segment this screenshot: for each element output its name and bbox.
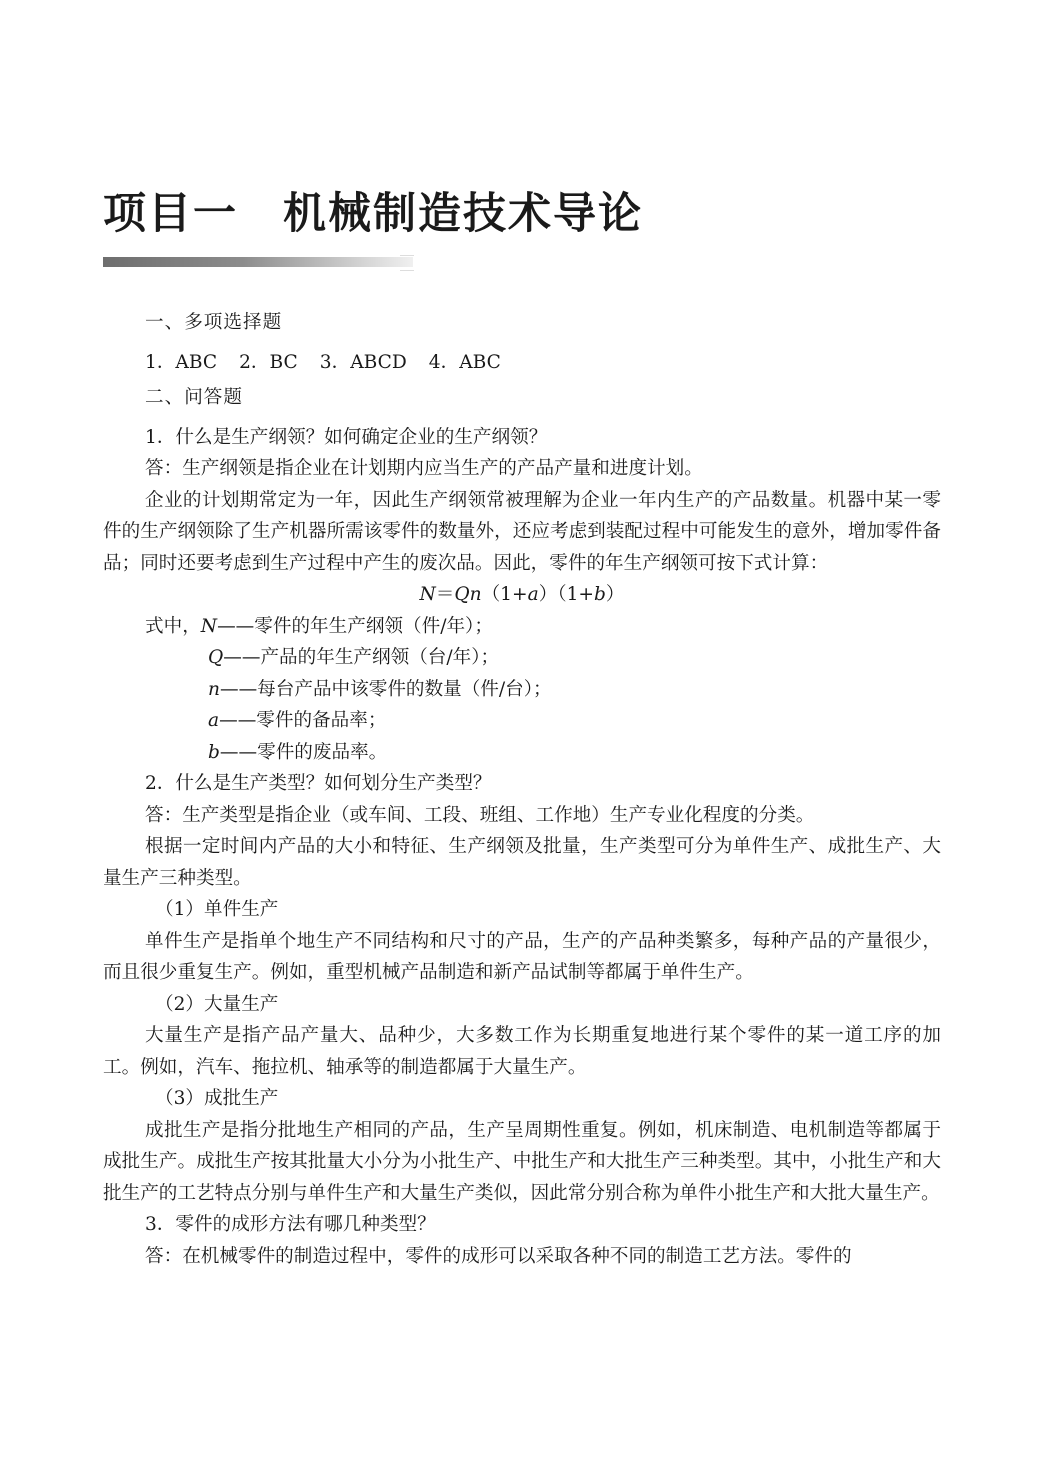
formula-definition [103, 737, 941, 769]
answer-2: 答：生产类型是指企业（或车间、工段、班组、工作地）生产专业化程度的分类。 [145, 804, 815, 826]
definition-symbol: a [208, 710, 220, 731]
answer-item: 1．ABC [145, 351, 218, 373]
formula-text: ） [538, 584, 558, 605]
formula-text: ） [605, 584, 625, 605]
paragraph-mass: 大量生产是指产品产量大、品种少，大多数工作为长期重复地进行某个零件的某一道工序的加工。例如，汽车、拖拉机、轴承等的制造都属于大量生产。 [103, 1025, 941, 1078]
paragraph-production-types: 根据一定时间内产品的大小和特征、生产纲领及批量，生产类型可分为单件生产、成批生产、大量生产三种类型。 [103, 836, 941, 889]
paragraph-single-piece: 单件生产是指单个地生产不同结构和尺寸的产品，生产的产品种类繁多，每种产品的产量很少，而且很少重复生产。例如，重型机械产品制造和新产品试制等都属于单件生产。 [103, 930, 941, 983]
formula-symbol: a [527, 584, 539, 605]
formula-definition [103, 642, 941, 674]
section-heading-multiple-choice: 一、多项选择题 [145, 312, 283, 333]
subheading-mass: （2）大量生产 [155, 993, 279, 1015]
question-3: 3．零件的成形方法有哪几种类型？ [145, 1214, 436, 1235]
answer-3: 答：在机械零件的制造过程中，零件的成形可以采取各种不同的制造工艺方法。零件的 [145, 1245, 852, 1267]
definition-symbol: n [208, 678, 220, 700]
formula-symbol: Q [454, 584, 470, 605]
formula-symbol: b [594, 584, 606, 605]
answer-item: 3．ABCD [319, 351, 407, 373]
subheading-batch: （3）成批生产 [155, 1088, 279, 1109]
definition-symbol: Q [208, 647, 224, 668]
answer-item: 4．ABC [428, 351, 501, 373]
definition-text: ——零件的废品率。 [219, 741, 388, 763]
chapter-title: 项目一 机械制造技术导论 [103, 189, 643, 239]
answer-1: 答：生产纲领是指企业在计划期内应当生产的产品产量和进度计划。 [145, 458, 703, 479]
definition-text: ——零件的备品率； [219, 710, 387, 731]
paragraph-production-program: 企业的计划期常定为一年，因此生产纲领常被理解为企业一年内生产的产品数量。机器中某一零件的生产纲领除了生产机器所需该零件的数量外，还应考虑到装配过程中可能发生的意外，增加零件备品；同时还要考虑到生产过程中产生的废次品。因此，零件的年生产纲领可按下式计算： [103, 489, 941, 574]
answer-item: 2．BC [239, 351, 298, 373]
formula-symbol: N [419, 584, 436, 605]
formula [103, 579, 941, 611]
subheading-single-piece: （1）单件生产 [155, 899, 279, 920]
definition-prefix: 式中， [145, 615, 201, 637]
formula-definition [103, 611, 941, 643]
question-1: 1．什么是生产纲领？如何确定企业的生产纲领？ [145, 426, 548, 448]
formula-text: （1+ [481, 584, 528, 605]
question-2: 2．什么是生产类型？如何划分生产类型？ [145, 773, 492, 794]
definition-symbol: N [200, 615, 218, 637]
definition-text: ——每台产品中该零件的数量（件/台）； [219, 678, 552, 700]
paragraph-batch: 成批生产是指分批地生产相同的产品，生产呈周期性重复。例如，机床制造、电机制造等都属于成批生产。成批生产按其批量大小分为小批生产、中批生产和大批生产三种类型。其中，小批生产和大批生产的工艺特点分别与单件生产和大量生产类似，因此常分别合称为单件小批生产和大批大量生产。 [103, 1119, 941, 1204]
title-underline-bar [103, 257, 413, 267]
definition-symbol: b [208, 741, 220, 763]
formula-definition [103, 705, 941, 737]
formula-symbol: n [469, 584, 482, 605]
document-body [103, 303, 941, 1272]
definition-text: ——产品的年生产纲领（台/年）； [223, 647, 500, 668]
answer-list [103, 347, 941, 379]
formula-text: ＝ [435, 584, 455, 605]
formula-text: （1+ [557, 584, 595, 605]
definition-text: ——零件的年生产纲领（件/年）； [217, 615, 493, 637]
formula-definition [103, 674, 941, 706]
title-underline-tail [400, 255, 414, 271]
section-heading-qa: 二、问答题 [145, 387, 243, 408]
